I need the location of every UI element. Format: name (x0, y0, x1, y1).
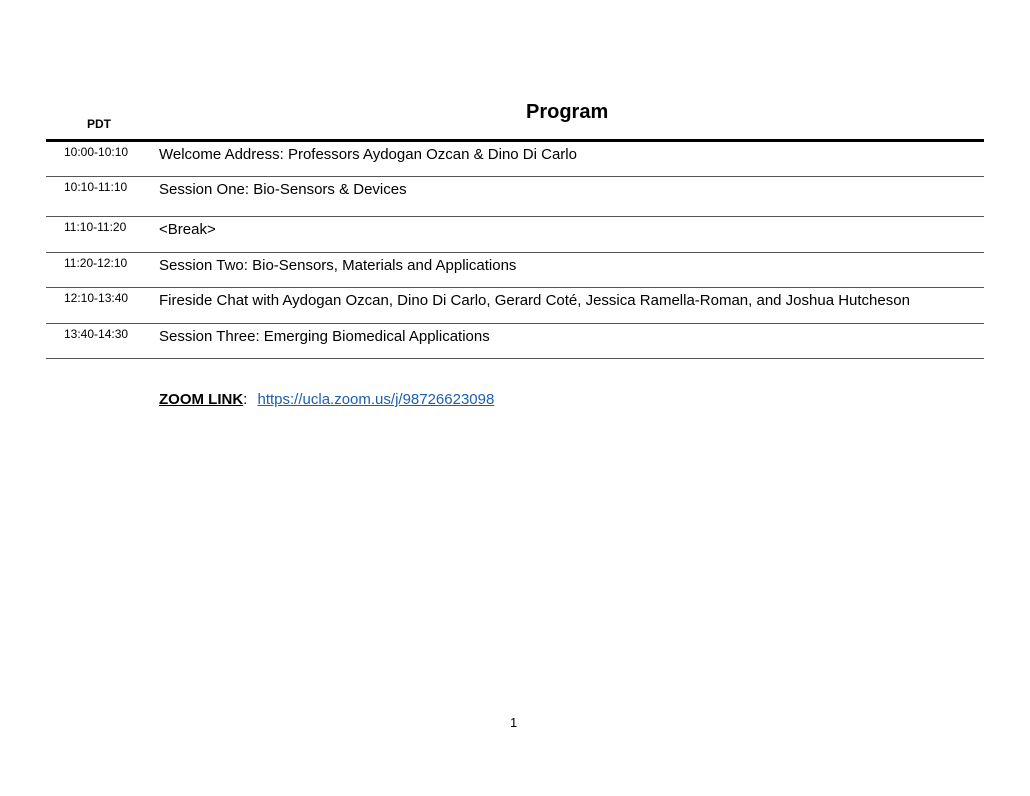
session-description: Session Two: Bio-Sensors, Materials and Applications (159, 257, 517, 274)
zoom-link-separator: : (243, 391, 248, 408)
session-time: 10:10-11:10 (64, 180, 128, 194)
session-time: 11:20-12:10 (64, 256, 128, 270)
zoom-link[interactable]: https://ucla.zoom.us/j/98726623098 (257, 391, 495, 408)
zoom-link-line (159, 391, 494, 408)
page-number: 1 (510, 715, 518, 730)
schedule-table (46, 142, 984, 359)
schedule-row (46, 253, 984, 288)
schedule-row (46, 288, 984, 324)
schedule-row (46, 177, 984, 217)
session-time: 11:10-11:20 (64, 220, 127, 234)
session-description: Fireside Chat with Aydogan Ozcan, Dino Di Carlo, Gerard Coté, Jessica Ramella-Roman, and Joshua Hutcheson (159, 292, 910, 309)
session-time: 13:40-14:30 (64, 327, 129, 341)
page-title: Program (526, 101, 609, 123)
schedule-row (46, 142, 984, 177)
schedule-row (46, 217, 984, 253)
session-time: 10:00-10:10 (64, 145, 129, 159)
timezone-label: PDT (87, 117, 111, 131)
schedule-row (46, 324, 984, 359)
session-time: 12:10-13:40 (64, 291, 129, 305)
session-description: Session One: Bio-Sensors & Devices (159, 181, 407, 198)
session-description: Session Three: Emerging Biomedical Applications (159, 328, 490, 345)
session-description: Welcome Address: Professors Aydogan Ozcan & Dino Di Carlo (159, 146, 577, 163)
zoom-link-label: ZOOM LINK (159, 391, 244, 408)
session-description: <Break> (159, 221, 216, 238)
